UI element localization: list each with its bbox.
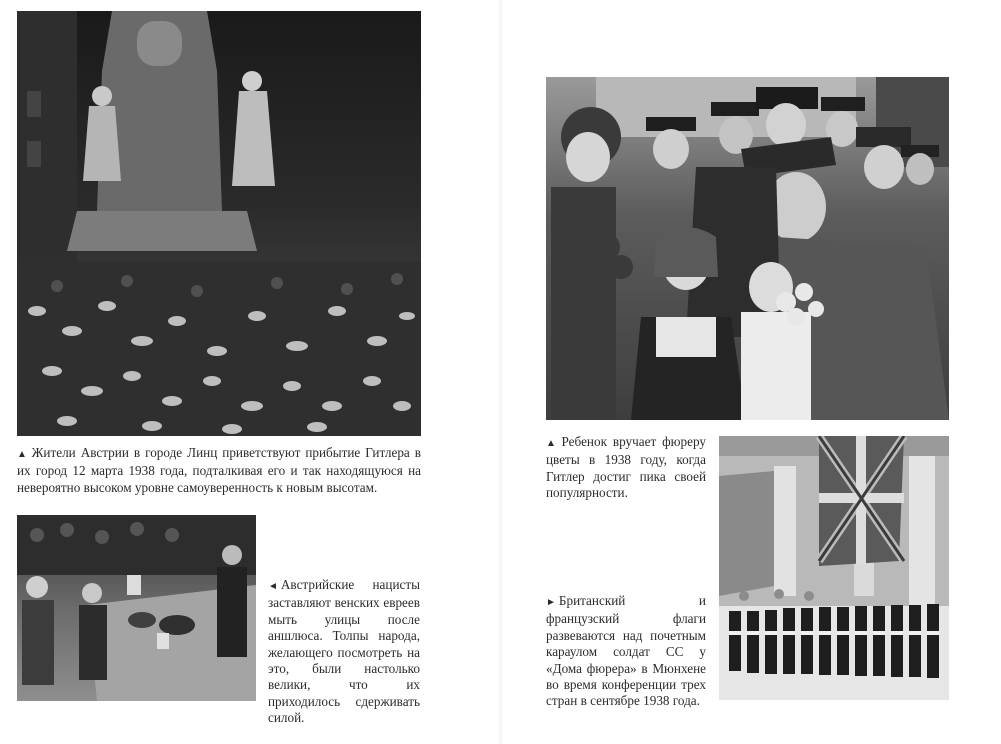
triangle-left-icon: ◄ bbox=[268, 581, 278, 592]
triangle-up-icon: ▲ bbox=[17, 449, 29, 460]
caption-child-text: Ребенок вручает фюреру цветы в 1938 году, когда Гитлер достиг пика своей популярности. bbox=[546, 434, 706, 501]
triangle-up-icon: ▲ bbox=[546, 438, 559, 449]
triangle-right-icon: ► bbox=[546, 597, 556, 608]
caption-linz bbox=[17, 445, 421, 496]
caption-vienna bbox=[268, 577, 420, 727]
caption-linz-text: Жители Австрии в городе Линц приветствуют прибытие Гитлера в их город 12 марта 1938 года, подталкивая его и так находящуюся на невероятно высоком уровне самоуверенность к новым высотам. bbox=[17, 445, 421, 495]
book-gutter bbox=[499, 0, 502, 744]
caption-child bbox=[546, 434, 706, 502]
caption-munich bbox=[546, 593, 706, 710]
photo-munich-guard bbox=[719, 436, 949, 700]
caption-munich-text: Британский и французский флаги развеваются над почетным караулом солдат СС у «Дома фюрера» в Мюнхене во время конференции трех стран в сентябре 1938 года. bbox=[546, 593, 706, 709]
photo-linz-crowd bbox=[17, 11, 421, 436]
photo-vienna-street bbox=[17, 515, 256, 701]
caption-vienna-text: Австрийские нацисты заставляют венских евреев мыть улицы после аншлюса. Толпы народа, желающего посмотреть на это, были настолько велики, что их приходилось сдерживать силой. bbox=[268, 577, 420, 726]
photo-child-flowers bbox=[546, 77, 949, 420]
